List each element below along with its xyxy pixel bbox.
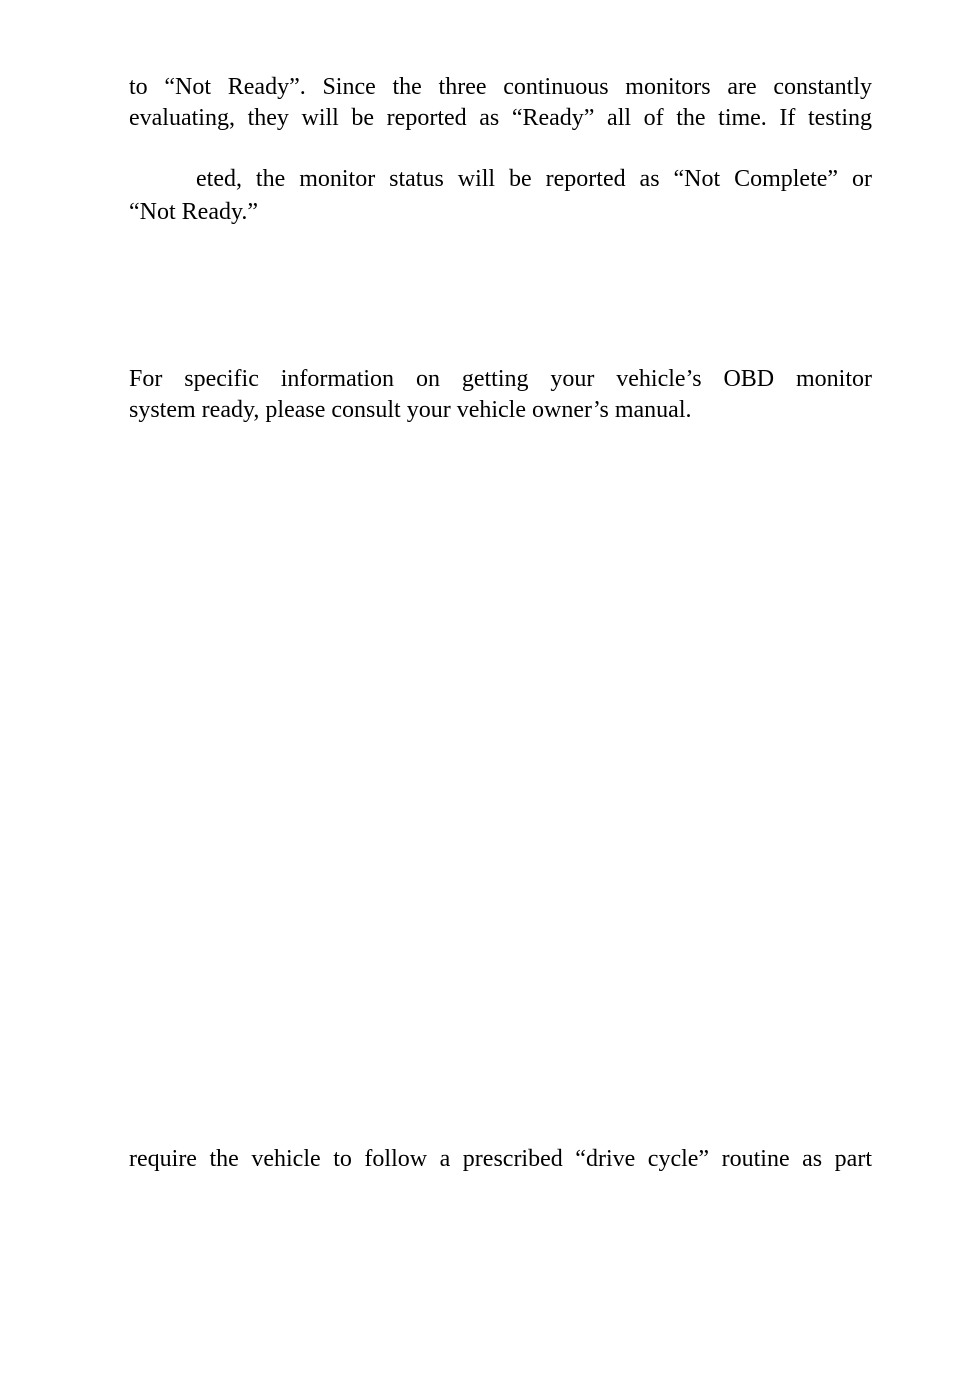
text-line: eted, the monitor status will be reported as “Not Complete” or xyxy=(196,166,872,192)
text-line: evaluating, they will be reported as “Ready” all of the time. If testing xyxy=(129,105,872,131)
text-line: to “Not Ready”. Since the three continuous monitors are constantly xyxy=(129,74,872,100)
text-line: “Not Ready.” xyxy=(129,199,259,225)
text-line: system ready, please consult your vehicle owner’s manual. xyxy=(129,397,692,423)
text-line: For specific information on getting your vehicle’s OBD monitor xyxy=(129,366,872,392)
text-line: require the vehicle to follow a prescribed “drive cycle” routine as part xyxy=(129,1146,872,1172)
